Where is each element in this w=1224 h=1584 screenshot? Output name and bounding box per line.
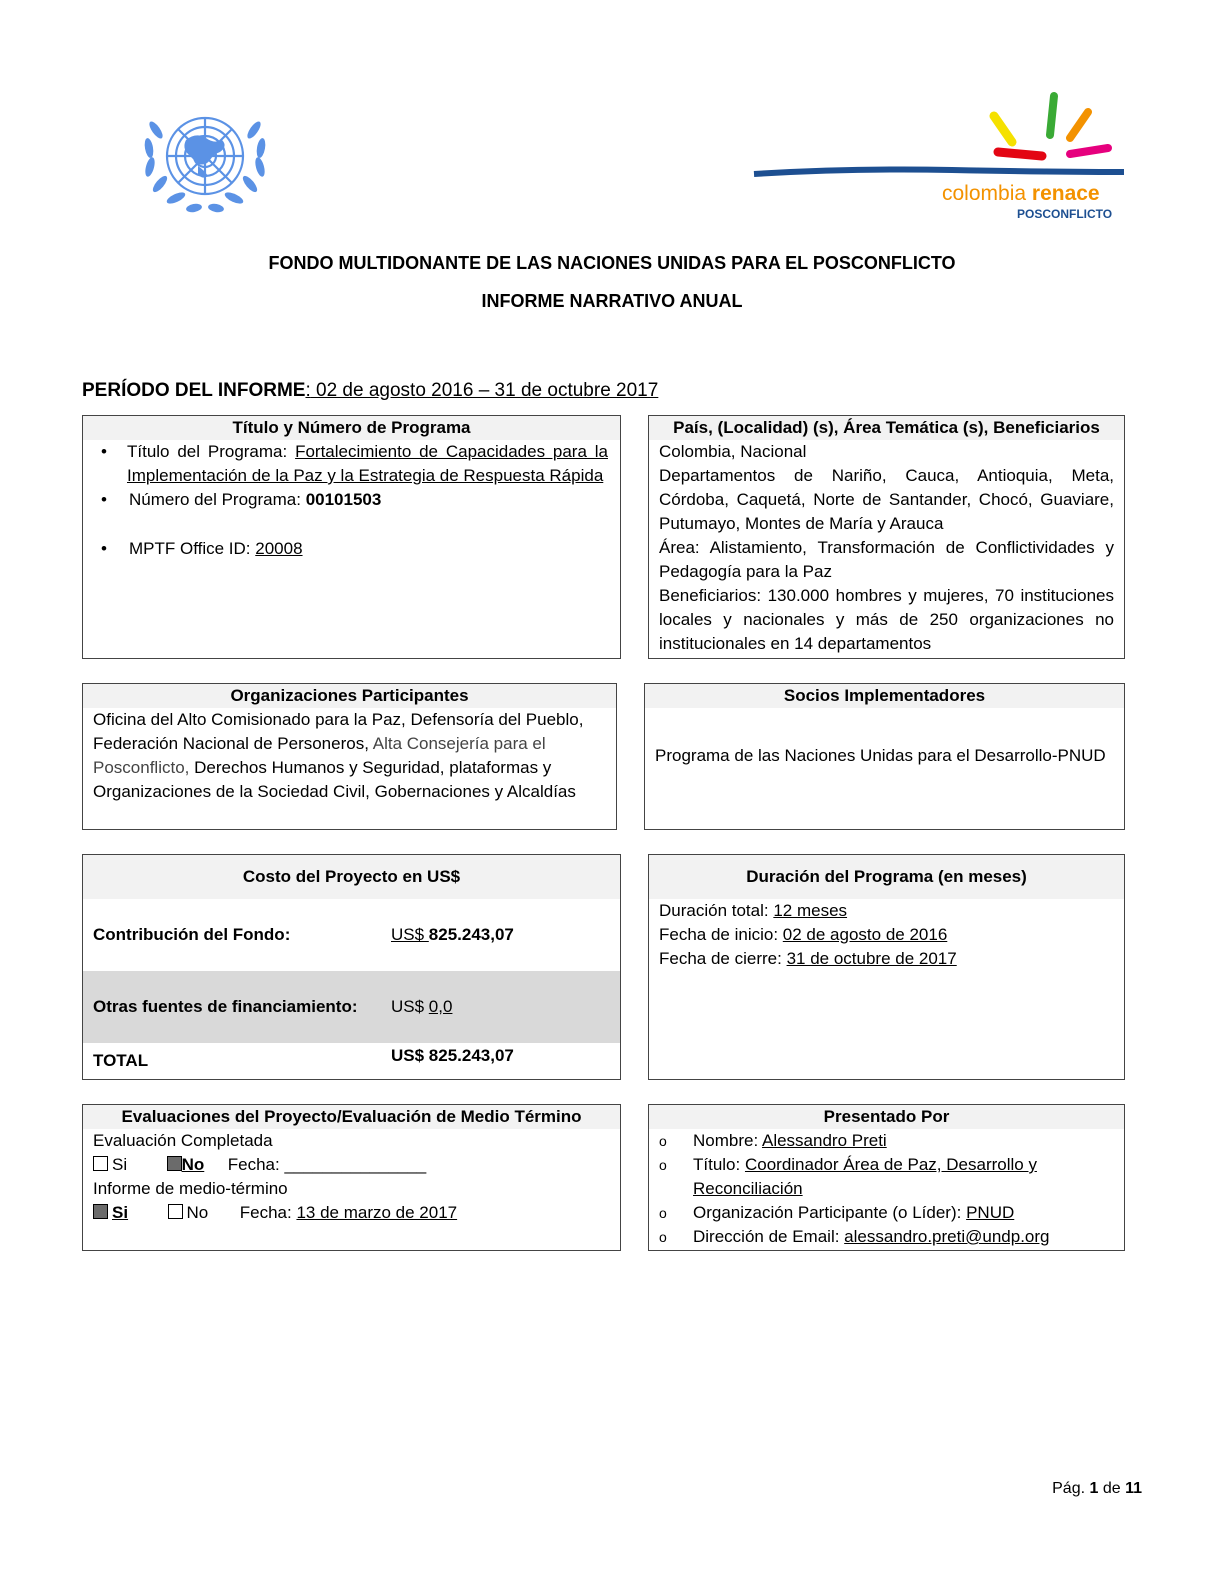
colombia-renace-logo <box>752 90 1132 225</box>
logo-text-renace: renace <box>1031 182 1100 205</box>
orgs-text-part1: Oficina del Alto Comisionado para la Paz, Defensoría del Pueblo, Federación Nacional de Personeros, <box>93 710 584 753</box>
program-number-item: • Número del Programa: 00101503 <box>101 490 382 509</box>
office-id-item: • MPTF Office ID: 20008 <box>101 539 303 558</box>
end-date-label: Fecha de cierre: <box>659 949 787 968</box>
other-funding-label: Otras fuentes de financiamiento: <box>93 997 358 1016</box>
evaluation-completed-label: Evaluación Completada <box>93 1131 273 1150</box>
logo-text-colombia: colombia <box>942 182 1027 205</box>
beneficiaries: Beneficiarios: 130.000 hombres y mujeres, 70 instituciones locales y nacionales y más de 250 organizaciones no institucionales en 14 departamentos <box>659 586 1114 653</box>
submitter-email <box>659 1225 1114 1249</box>
cost-box <box>82 854 621 1080</box>
orgs-text-part3: Derechos Humanos y Seguridad, <box>189 758 445 777</box>
program-title-value: Fortalecimiento de Capacidades para la Implementación de la Paz y la Estrategia de Respuesta Rápida <box>127 442 608 485</box>
duration-total <box>659 899 1114 923</box>
orgs-text-part2: Alta Consejería para el Posconflicto, <box>93 734 546 777</box>
submitter-title <box>659 1153 1114 1201</box>
country-departments: Departamentos de Nariño, Cauca, Antioquia, Meta, Córdoba, Caquetá, Norte de Santander, Chocó, Guaviare, Putumayo, Montes de María y Arauca <box>659 466 1114 533</box>
page-total: 11 <box>1125 1480 1142 1497</box>
program-box-header: Título y Número de Programa <box>83 416 620 440</box>
submitter-name-label: Nombre: <box>693 1131 762 1150</box>
period-colon: : <box>305 380 311 401</box>
partners-box <box>644 683 1125 830</box>
submitter-title-label: Título: <box>693 1155 745 1174</box>
partners-box-header: Socios Implementadores <box>645 684 1124 708</box>
orgs-text-part4: plataformas y Organizaciones de la Sociedad Civil, Gobernaciones y Alcaldías <box>93 758 576 801</box>
office-id-value: 20008 <box>255 539 303 558</box>
total-row <box>83 1043 620 1079</box>
page-title: FONDO MULTIDONANTE DE LAS NACIONES UNIDAS PARA EL POSCONFLICTO <box>268 253 956 273</box>
logo-text <box>942 182 1100 206</box>
end-date <box>659 947 1114 971</box>
page-of: de <box>1098 1480 1126 1497</box>
logo-subtext: POSCONFLICTO <box>1017 207 1113 221</box>
program-number-label: Número del Programa: <box>129 490 306 509</box>
report-period <box>82 380 658 402</box>
evaluation-completed-row <box>93 1153 610 1177</box>
midterm-date-label: Fecha: <box>239 1203 297 1222</box>
program-box <box>82 415 621 659</box>
bullet-icon: o <box>659 1157 667 1173</box>
page-current: 1 <box>1089 1480 1099 1497</box>
midterm-label: Informe de medio-término <box>93 1179 288 1198</box>
contribution-currency: US$ <box>391 925 429 944</box>
contribution-value: 825.243,07 <box>428 925 514 944</box>
period-value: 02 de agosto 2016 – 31 de octubre 2017 <box>310 380 659 401</box>
page-number <box>1052 1480 1142 1498</box>
date-label: Fecha: <box>227 1155 285 1174</box>
no-checkbox-checked[interactable] <box>167 1156 182 1171</box>
midterm-si-checkbox-checked[interactable] <box>93 1204 108 1219</box>
start-date <box>659 923 1114 947</box>
contribution-row <box>83 899 620 971</box>
period-label: PERÍODO DEL INFORME <box>82 380 306 401</box>
partners-text: Programa de las Naciones Unidas para el Desarrollo-PNUD <box>655 746 1106 765</box>
office-id-label: MPTF Office ID: <box>129 539 256 558</box>
evaluation-box-header: Evaluaciones del Proyecto/Evaluación de Medio Término <box>83 1105 620 1129</box>
submitter-name-value: Alessandro Preti <box>761 1131 887 1150</box>
start-date-label: Fecha de inicio: <box>659 925 783 944</box>
orgs-text <box>83 708 616 804</box>
evaluation-box <box>82 1104 621 1251</box>
bullet-icon: o <box>659 1205 667 1221</box>
bullet-icon: o <box>659 1133 667 1149</box>
submitted-box <box>648 1104 1125 1251</box>
program-title-item: • Título del Programa: Fortalecimiento de Capacidades para la Implementación de la Paz y la Estrategia de Respuesta Rápida <box>101 442 608 485</box>
duration-box-header: Duración del Programa (en meses) <box>649 855 1124 899</box>
submitter-org-value: PNUD <box>966 1203 1015 1222</box>
other-funding-row <box>83 971 620 1043</box>
midterm-no-checkbox[interactable] <box>168 1204 183 1219</box>
submitter-name <box>659 1129 1114 1153</box>
cost-box-header: Costo del Proyecto en US$ <box>83 855 620 899</box>
orgs-box-header: Organizaciones Participantes <box>83 684 616 708</box>
submitter-title-value: Coordinador Área de Paz, Desarrollo y Reconciliación <box>693 1155 1037 1198</box>
program-title-label: Título del Programa: <box>127 442 296 461</box>
submitter-org-label: Organización Participante (o Líder): <box>693 1203 967 1222</box>
submitted-box-header: Presentado Por <box>649 1105 1124 1129</box>
midterm-row <box>93 1201 610 1225</box>
orgs-box <box>82 683 617 830</box>
other-funding-value: 0,0 <box>428 997 453 1016</box>
midterm-no-label: No <box>186 1203 209 1222</box>
submitter-org <box>659 1201 1114 1225</box>
end-date-value: 31 de octubre de 2017 <box>786 949 957 968</box>
si-label: Si <box>112 1155 128 1174</box>
country-box-header: País, (Localidad) (s), Área Temática (s), Beneficiarios <box>649 416 1124 440</box>
country-national: Colombia, Nacional <box>659 442 807 461</box>
other-funding-currency: US$ <box>391 997 429 1016</box>
no-label: No <box>181 1155 205 1174</box>
total-value: US$ 825.243,07 <box>391 1046 514 1065</box>
thematic-area: Área: Alistamiento, Transformación de Conflictividades y Pedagogía para la Paz <box>659 538 1114 581</box>
midterm-si-label: Si <box>112 1203 129 1222</box>
bullet-icon: o <box>659 1229 667 1245</box>
midterm-date-value: 13 de marzo de 2017 <box>296 1203 458 1222</box>
start-date-value: 02 de agosto de 2016 <box>782 925 948 944</box>
submitter-email-link[interactable]: alessandro.preti@undp.org <box>844 1227 1050 1246</box>
date-blank: _______________ <box>284 1155 427 1174</box>
program-number-value: 00101503 <box>305 490 382 509</box>
duration-total-value: 12 meses <box>773 901 848 920</box>
submitter-email-label: Dirección de Email: <box>693 1227 845 1246</box>
page-prefix: Pág. <box>1052 1480 1090 1497</box>
si-checkbox[interactable] <box>93 1156 108 1171</box>
contribution-label: Contribución del Fondo: <box>93 925 291 944</box>
un-emblem-icon <box>134 100 276 218</box>
duration-box <box>648 854 1125 1080</box>
country-box <box>648 415 1125 659</box>
total-label: TOTAL <box>93 1051 149 1070</box>
duration-total-label: Duración total: <box>659 901 774 920</box>
page-subtitle: INFORME NARRATIVO ANUAL <box>481 291 743 311</box>
